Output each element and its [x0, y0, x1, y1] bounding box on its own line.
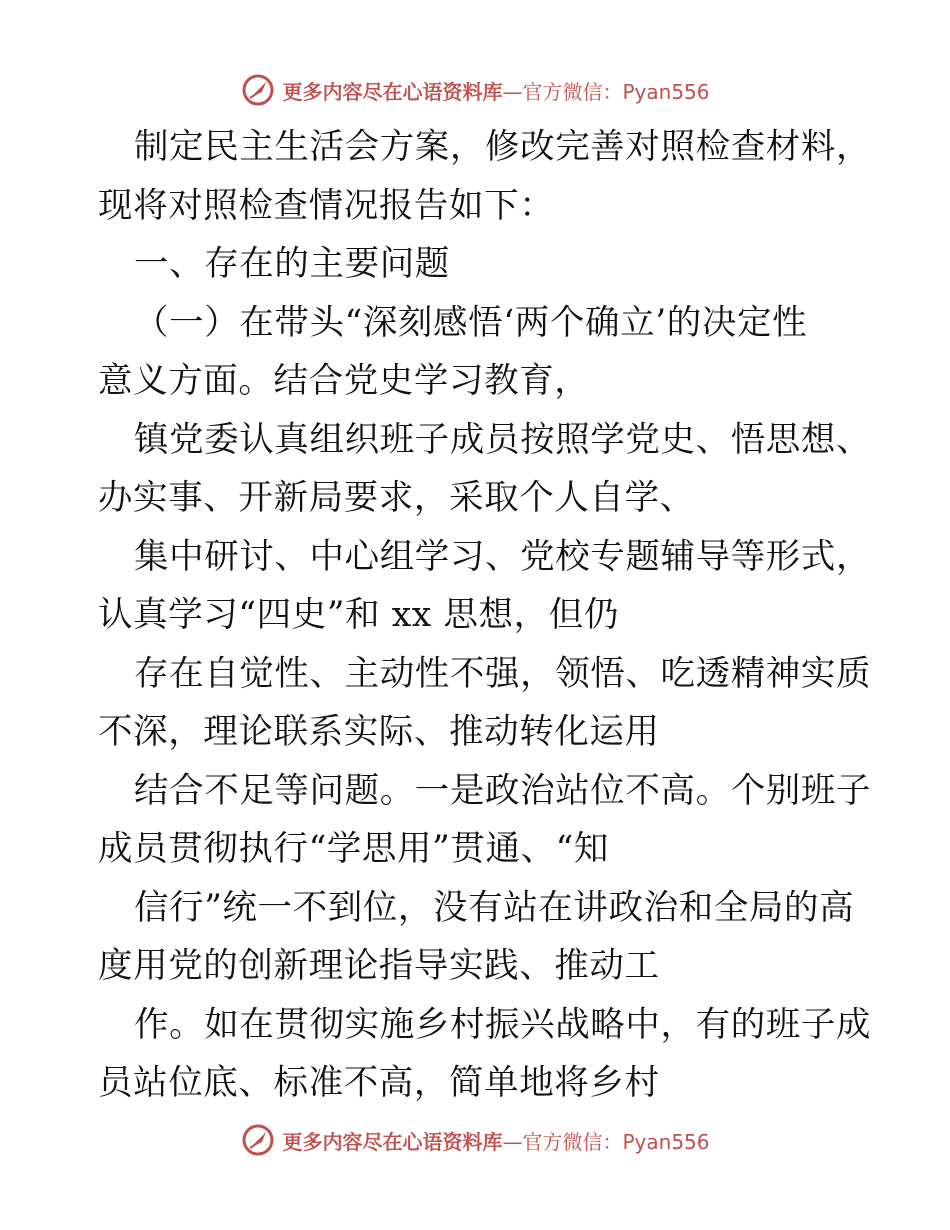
body-line: 办实事、开新局要求，采取个人自学、	[98, 478, 695, 518]
watermark-label: —官方微信：	[502, 1129, 623, 1154]
body-line: 镇党委认真组织班子成员按照学党史、悟思想、	[134, 419, 872, 460]
watermark-brand: 更多内容尽在心语资料库	[282, 1129, 503, 1154]
watermark-brand: 更多内容尽在心语资料库	[282, 79, 503, 104]
watermark-text	[282, 76, 709, 105]
body-line: 现将对照检查情况报告如下：	[98, 185, 555, 226]
body-line: 集中研讨、中心组学习、党校专题辅导等形式，	[134, 536, 872, 577]
footer-watermark	[0, 1120, 950, 1160]
watermark-label: —官方微信：	[502, 79, 623, 104]
document-body	[98, 118, 872, 1113]
header-watermark	[0, 70, 950, 110]
body-line: 员站位底、标准不高，简单地将乡村	[98, 1063, 660, 1103]
body-line: 结合不足等问题。一是政治站位不高。个别班子	[134, 770, 872, 811]
body-line: 存在自觉性、主动性不强，领悟、吃透精神实质	[134, 653, 872, 694]
body-line: 不深，理论联系实际、推动转化运用	[98, 712, 660, 752]
feather-pen-logo-icon	[240, 1122, 276, 1158]
feather-pen-logo-icon	[240, 72, 276, 108]
body-line: 信行”统一不到位，没有站在讲政治和全局的高	[134, 887, 855, 928]
watermark-wechat-id: Pyan556	[622, 1129, 710, 1154]
watermark-wechat-id: Pyan556	[622, 79, 710, 104]
section-heading: 一、存在的主要问题	[134, 244, 450, 284]
watermark-text	[282, 1126, 709, 1155]
body-line: 成员贯彻执行“学思用”贯通、“知	[98, 829, 610, 869]
body-line: 度用党的创新理论指导实践、推动工	[98, 946, 660, 986]
body-line: 认真学习“四史”和 xx 思想，但仍	[98, 595, 619, 635]
body-line: 作。如在贯彻实施乡村振兴战略中，有的班子成	[134, 1004, 872, 1045]
body-line: 制定民主生活会方案，修改完善对照检查材料，	[134, 127, 872, 167]
body-line: （一）在带头“深刻感悟‘两个确立’的决定性	[134, 302, 808, 343]
body-line: 意义方面。结合党史学习教育，	[98, 361, 590, 401]
